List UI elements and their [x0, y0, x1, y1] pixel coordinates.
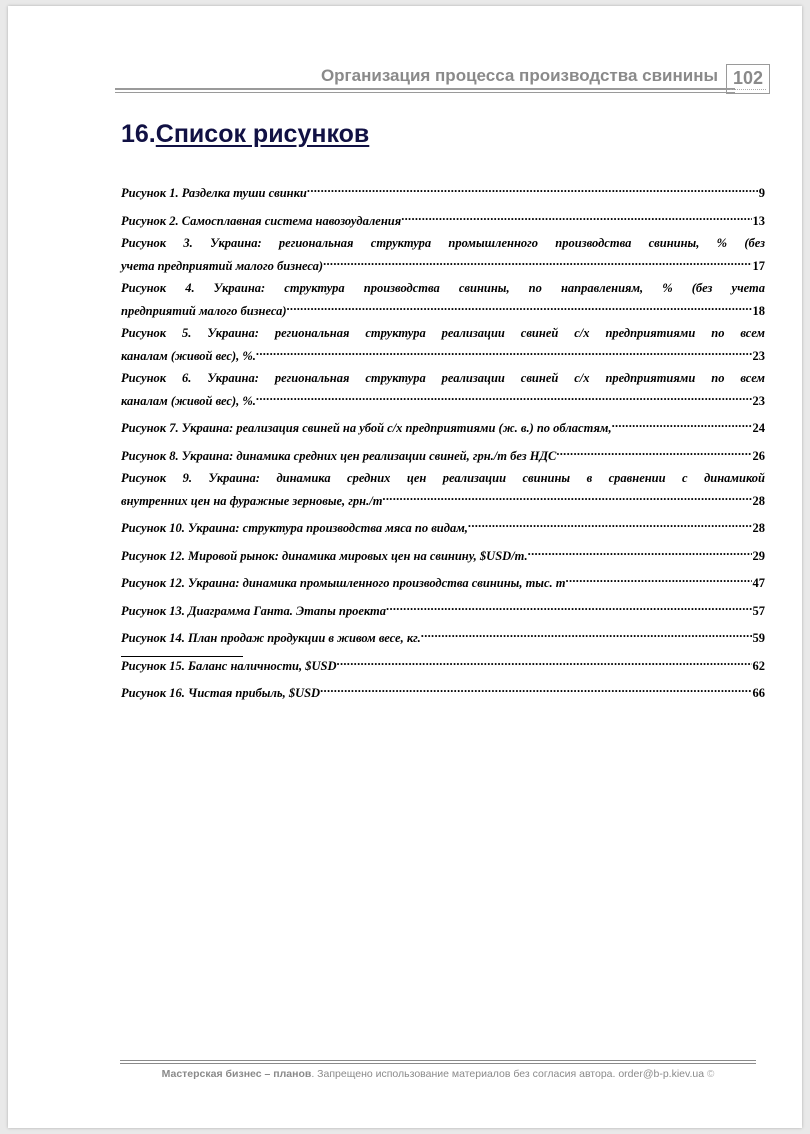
header-title: Организация процесса производства свинины [320, 66, 718, 85]
toc-entry[interactable] [121, 443, 765, 466]
toc-page-number: 26 [752, 448, 765, 463]
dot-leader [386, 598, 751, 615]
dot-leader [256, 343, 752, 360]
toc-entry-title: Рисунок 12. Украина: динамика промышленного производства свинины, тыс. т [121, 576, 566, 590]
dot-leader [401, 208, 751, 225]
toc-entry-title: Рисунок 8. Украина: динамика средних цен реализации свиней, грн./т без НДС [121, 448, 557, 463]
toc-page-number: 24 [752, 421, 765, 435]
header-rule [115, 88, 735, 93]
toc-entry-title: каналам (живой вес), %. [121, 348, 256, 363]
toc-entry[interactable] [121, 208, 765, 231]
dot-leader [612, 415, 752, 432]
toc-entry-text: Рисунок 3. Украина: региональная структура промышленного производства свинины, % (без [121, 236, 765, 250]
toc-entry[interactable] [121, 415, 765, 438]
toc-entry[interactable] [121, 370, 765, 410]
toc-page-number: 23 [752, 393, 765, 408]
dot-leader [468, 515, 752, 532]
footer-brand: Мастерская бизнес – планов [161, 1068, 312, 1080]
toc-entry-text: Рисунок 4. Украина: структура производства свинины, по направлениям, % (без учета [121, 281, 765, 295]
toc-entry[interactable] [121, 680, 765, 703]
toc-entry[interactable] [121, 280, 765, 320]
dot-leader [323, 253, 751, 270]
toc-page-number: 9 [758, 186, 765, 200]
toc-entry-title: Рисунок 12. Мировой рынок: динамика мировых цен на свинину, $USD/т. [121, 548, 528, 563]
footnote-rule [121, 656, 243, 657]
toc-entry-title: каналам (живой вес), %. [121, 393, 256, 408]
toc-page-number: 59 [752, 631, 765, 645]
dot-leader [286, 298, 751, 315]
toc-entry[interactable] [121, 625, 765, 648]
toc-page-number: 23 [752, 348, 765, 363]
toc-entry[interactable] [121, 570, 765, 593]
dot-leader [337, 653, 752, 670]
toc-page-number: 13 [752, 213, 765, 228]
toc-page-number: 66 [752, 686, 765, 700]
toc-entry[interactable] [121, 325, 765, 365]
toc-entry-title: Рисунок 1. Разделка туши свинки [121, 186, 307, 200]
toc-entry-title: предприятий малого бизнеса) [121, 303, 287, 318]
toc-entry[interactable] [121, 470, 765, 510]
toc-entry-title: Рисунок 2. Самосплавная система навозоудаления [121, 213, 402, 228]
toc-entry-title: Рисунок 10. Украина: структура производства мяса по видам, [121, 521, 468, 535]
footer [120, 1068, 756, 1080]
toc-entry[interactable] [121, 515, 765, 538]
toc-page-number: 28 [752, 521, 765, 535]
toc-entry[interactable] [121, 235, 765, 275]
figures-list [121, 180, 765, 708]
dot-leader [256, 388, 752, 405]
toc-entry-title: Рисунок 14. План продаж продукции в живом весе, кг. [121, 631, 421, 645]
section-title[interactable]: Список рисунков [155, 120, 370, 148]
toc-page-number: 47 [752, 576, 765, 590]
dot-leader [528, 543, 752, 560]
toc-entry-title: Рисунок 7. Украина: реализация свиней на убой с/х предприятиями (ж. в.) по областям, [121, 421, 612, 435]
toc-entry-title: Рисунок 16. Чистая прибыль, $USD [121, 686, 321, 700]
toc-entry[interactable] [121, 543, 765, 566]
toc-page-number: 29 [752, 548, 765, 563]
toc-entry[interactable] [121, 598, 765, 621]
document-page [8, 6, 802, 1128]
dot-leader [421, 625, 752, 642]
dot-leader [566, 570, 752, 587]
dot-leader [382, 488, 751, 505]
section-heading [121, 120, 369, 149]
toc-entry-title: Рисунок 13. Диаграмма Ганта. Этапы проекта [121, 603, 387, 618]
toc-entry-text: Рисунок 5. Украина: региональная структура реализации свиней с/х предприятиями по всем [121, 326, 765, 340]
toc-entry-title: внутренних цен на фуражные зерновые, грн./т [121, 493, 383, 508]
toc-entry[interactable] [121, 180, 765, 203]
toc-page-number: 17 [752, 258, 765, 273]
toc-entry-text: Рисунок 6. Украина: региональная структура реализации свиней с/х предприятиями по всем [121, 371, 765, 385]
copyright-icon: © [707, 1069, 715, 1080]
toc-page-number: 57 [752, 603, 765, 618]
dot-leader [320, 680, 751, 697]
toc-entry-title: Рисунок 15. Баланс наличности, $USD [121, 658, 337, 673]
toc-page-number: 28 [752, 493, 765, 508]
toc-entry-title: учета предприятий малого бизнеса) [121, 258, 324, 273]
toc-page-number: 18 [752, 303, 765, 318]
section-number: 16. [121, 120, 156, 148]
dot-leader [307, 180, 758, 197]
toc-page-number: 62 [752, 658, 765, 673]
footer-notice: . Запрещено использование материалов без согласия автора. order@b-p.kiev.ua [311, 1068, 705, 1080]
page-number: 102 [726, 64, 770, 94]
toc-entry-text: Рисунок 9. Украина: динамика средних цен реализации свинины в сравнении с динамикой [121, 471, 765, 485]
dot-leader [556, 443, 751, 460]
footer-rule [120, 1060, 756, 1064]
